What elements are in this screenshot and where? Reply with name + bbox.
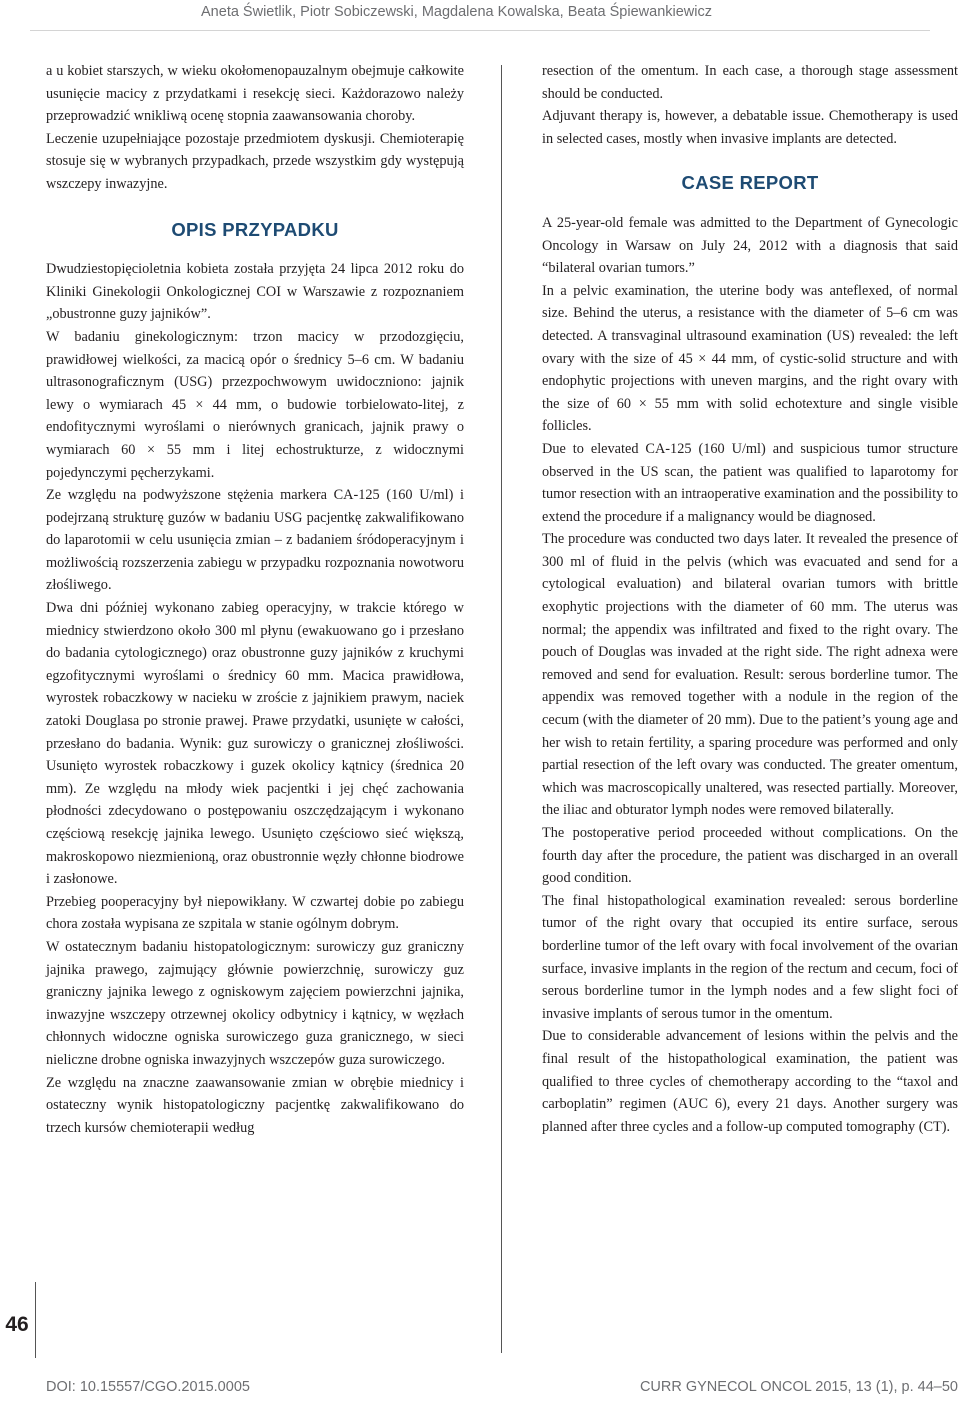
page-number: 46 [5,1313,29,1336]
body-paragraph: Due to elevated CA-125 (160 U/ml) and suspicious tumor structure observed in the US scan, the patient was qualified to laparotomy for tumor resection with an intraoperative examination and the possibility to extend the procedure if a malignancy would be diagnosed. [542,440,958,525]
section-heading-case-report: CASE REPORT [681,172,819,194]
body-paragraph: A 25-year-old female was admitted to the Department of Gynecologic Oncology in Warsaw on July 24, 2012 with a diagnosis that said “bilateral ovarian tumors.” [542,214,958,277]
body-paragraph: In a pelvic examination, the uterine body was anteflexed, of normal size. Behind the uterus, a resistance with the diameter of 5–6 cm was detected. A transvaginal ultrasound examination (US) revealed: the left ovary with the size of 45 × 44 mm, of cystic-solid structure and with endophytic projections with uneven margins, and the right ovary with the size of 60 × 55 mm with solid echotexture and single visible follicles. [542,282,958,435]
intro-paragraph: Leczenie uzupełniające pozostaje przedmiotem dyskusji. Chemioterapię stosuje się w wybranych przypadkach, przede wszystkim gdy występują wszczepy inwazyjne. [46,130,464,192]
header-rule [30,30,930,31]
body-paragraph: Ze względu na podwyższone stężenia markera CA-125 (160 U/ml) i podejrzaną strukturę guzów w badaniu USG pacjentkę zakwalifikowano do laparotomii w celu usunięcia zmian – z badaniem śródoperacyjnym i możliwością rozszerzenia zabiegu w przypadku rozpoznania nowotworu złośliwego. [46,487,464,594]
body-paragraph: W ostatecznym badaniu histopatologicznym: surowiczy guz graniczny jajnika prawego, zajmujący głównie powierzchnię, surowiczy guz graniczny jajnika lewego z ogniskowym zajęciem powierzchni jajnika, inwazyjne wszczepy otrzewnej okolicy odbytnicy i kątnicy, w węzłach chłonnych widoczne ogniska surowiczego guza granicznego, w sieci nieliczne drobne ogniska inwazyjnych wszczepów guza surowiczego. [46,938,464,1068]
body-paragraph: The postoperative period proceeded without complications. On the fourth day after the procedure, the patient was discharged in an overall good condition. [542,825,958,887]
body-paragraph: Ze względu na znaczne zaawansowanie zmian w obrębie miednicy i ostateczny wynik histopatologiczny pacjentkę zakwalifikowano do trzech kursów chemioterapii według [46,1074,464,1136]
intro-paragraph: Adjuvant therapy is, however, a debatable issue. Chemotherapy is used in selected cases, mostly when invasive implants are detected. [542,108,958,147]
running-header-authors: Aneta Świetlik, Piotr Sobiczewski, Magdalena Kowalska, Beata Śpiewankiewicz [201,4,712,20]
right-column-english [542,60,958,1138]
body-paragraph: Due to considerable advancement of lesions within the pelvis and the final result of the histopathological examination, the patient was qualified to three cycles of chemotherapy according to the “taxol and carboplatin” regimen (AUC 6), every 21 days. Another surgery was planned after three cycles and a follow-up computed tomography (CT). [542,1028,958,1135]
footer-citation: CURR GYNECOL ONCOL 2015, 13 (1), p. 44–50 [639,1379,958,1395]
body-paragraph: Przebieg pooperacyjny był niepowikłany. W czwartej dobie po zabiegu chora została wypisana ze szpitala w stanie ogólnym dobrym. [46,893,464,933]
body-paragraph: W badaniu ginekologicznym: trzon macicy w przodozgięciu, prawidłowej wielkości, za macicą opór o średnicy 5–6 cm. W badaniu ultrasonograficznym (USG) przezpochwowym uwidoczniono: jajnik lewy o wymiarach 45 × 44 mm, o budowie torbielowato-litej, z endofitycznymi wyroślami o nierównych granicach, jajnik prawy o wymiarach 60 × 55 mm i litej echostrukturze, z widocznymi pojedynczymi pęcherzykami. [46,328,464,481]
intro-paragraph: a u kobiet starszych, w wieku okołomenopauzalnym obejmuje całkowite usunięcie macicy z przydatkami i resekcję sieci. Każdorazowo należy przeprowadzić wnikliwą ocenę stopnia zaawansowania choroby. [46,63,464,125]
body-paragraph: The final histopathological examination revealed: serous borderline tumor of the right ovary that occupied its entire surface, serous borderline tumor of the left ovary with focal involvement of the ovarian surface, invasive implants in the region of the rectum and cecum, foci of serous borderline tumor in the lymph nodes and a few slight foci of invasive implants of serous tumor in the omentum. [542,892,958,1022]
column-divider [501,65,502,1353]
section-heading-opis-przypadku: OPIS PRZYPADKU [171,218,339,240]
page-number-rule [35,1282,36,1358]
footer-doi: DOI: 10.15557/CGO.2015.0005 [46,1379,250,1395]
body-paragraph: Dwudziestopięcioletnia kobieta została przyjęta 24 lipca 2012 roku do Kliniki Ginekologii Onkologicznej COI w Warszawie z rozpoznaniem „obustronne guzy jajników”. [46,261,464,323]
body-paragraph: The procedure was conducted two days later. It revealed the presence of 300 ml of fluid in the pelvis (which was evacuated and send for a cytological evaluation) and bilateral ovarian tumors with brittle exophytic projections with the diameter of 60 mm. The uterus was normal; the appendix was infiltrated and fixed to the right ovary. The pouch of Douglas was invaded at the right side. The right adnexa were removed and send for evaluation. Result: serous borderline tumor. The appendix was removed together with a nodule in the region of the cecum (with the diameter of 20 mm). Due to the patient’s young age and her wish to retain fertility, a sparing procedure was performed and only partial resection of the left ovary was conducted. The greater omentum, which was macroscopically unaltered, was resected partially. Moreover, the iliac and obturator lymph nodes were removed bilaterally. [542,531,958,819]
left-column-polish [46,60,464,1139]
intro-paragraph: resection of the omentum. In each case, a thorough stage assessment should be conducted. [542,63,958,102]
body-paragraph: Dwa dni później wykonano zabieg operacyjny, w trakcie którego w miednicy stwierdzono około 300 ml płynu (ewakuowano go i przesłano do badania cytologicznego) oraz obustronne guzy jajników z kruchymi egzofitycznymi wyroślami o średnicy 60 mm. Macica prawidłowa, wyrostek robaczkowy w nacieku w zroście z jajnikiem prawym, naciek zatoki Douglasa po stronie prawej. Prawe przydatki, usunięte w całości, przesłano do badania. Wynik: guz surowiczy o granicznej złośliwości. Usunięto wyrostek robaczkowy i guzek okolicy kątnicy (średnica 20 mm). Ze względu na młody wiek pacjentki i jej chęć zachowania płodności zdecydowano o postępowaniu oszczędzającym i wykonano częściową resekcję jajnika lewego. Usunięto częściowo sieć większą, makroskopowo niezmienioną, oraz obustronnie węzły chłonne biodrowe i zasłonowe. [46,600,464,888]
